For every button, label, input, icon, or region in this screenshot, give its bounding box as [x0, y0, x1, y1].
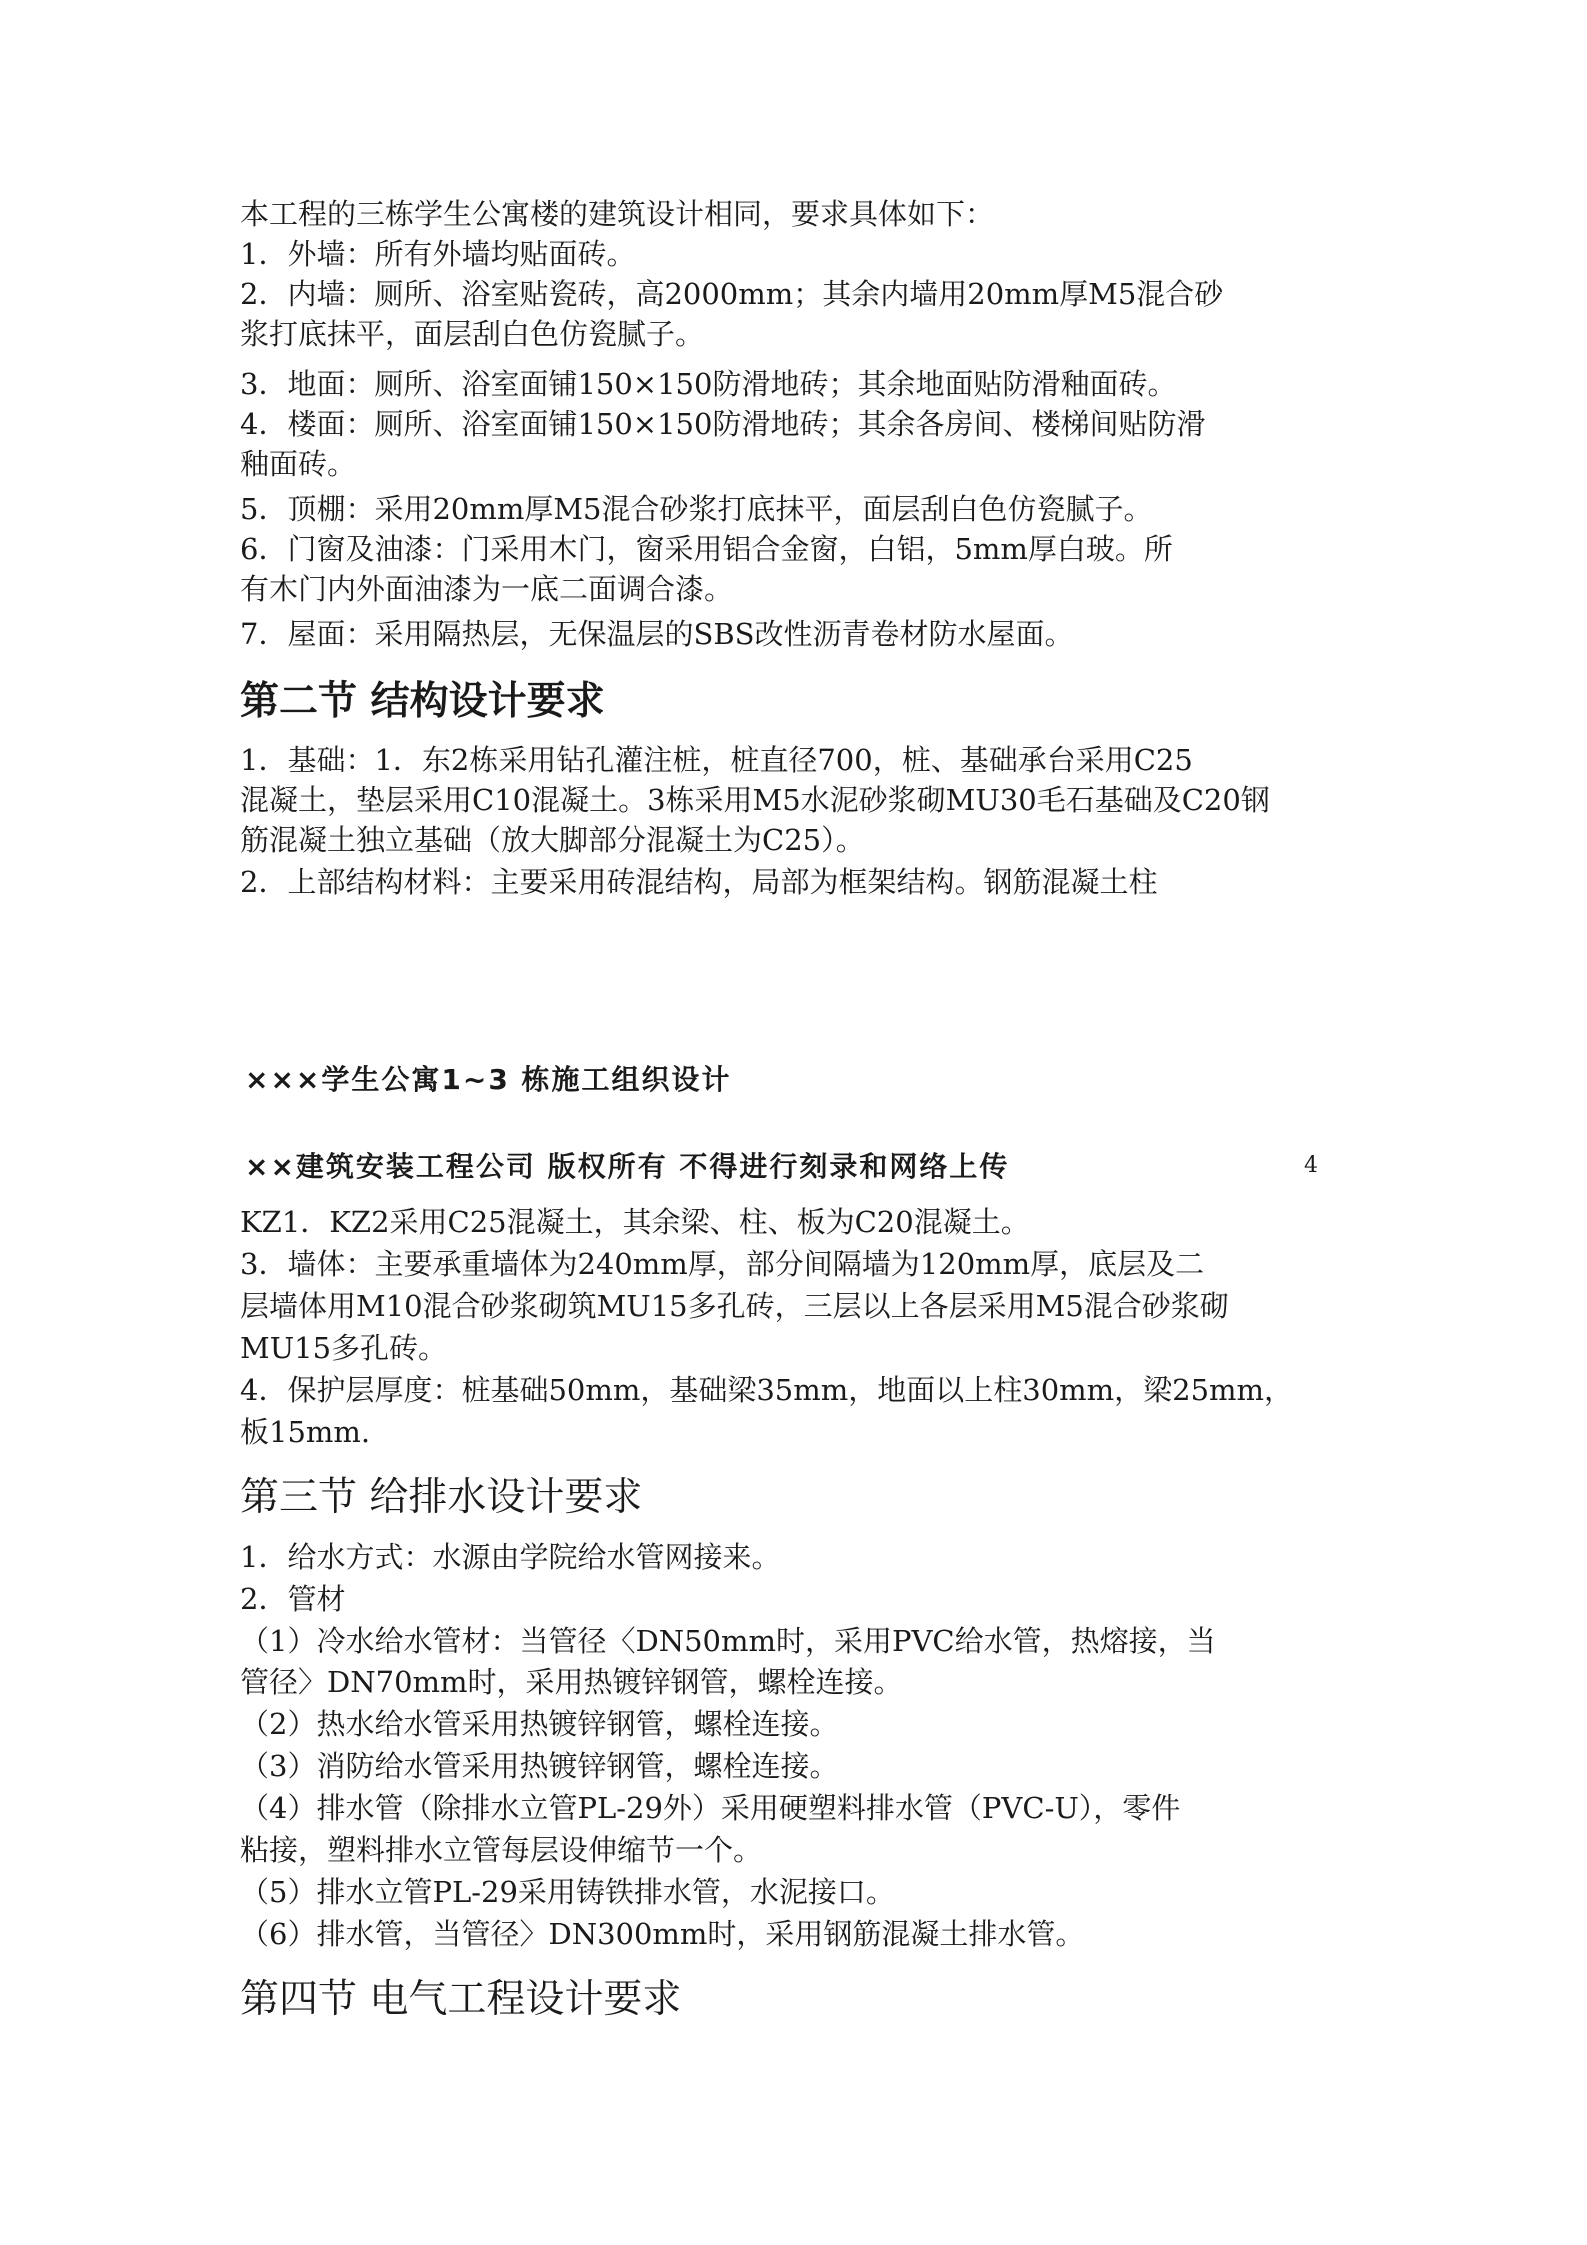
- copyright-notice: ××建筑安装工程公司 版权所有 不得进行刻录和网络上传: [245, 1150, 1010, 1183]
- arch-item-3: 3．地面：厕所、浴室面铺150×150防滑地砖；其余地面贴防滑釉面砖。: [240, 367, 1177, 401]
- plumb-item-2-3: （3）消防给水管采用热镀锌钢管，螺栓连接。: [240, 1749, 839, 1783]
- struct-item-3-cont-a: 层墙体用M10混合砂浆砌筑MU15多孔砖，三层以上各层采用M5混合砂浆砌: [240, 1289, 1229, 1323]
- struct-item-1-cont-b: 筋混凝土独立基础（放大脚部分混凝土为C25）。: [240, 823, 865, 857]
- struct-item-4-cont: 板15mm.: [240, 1415, 371, 1449]
- plumb-item-2-1-cont: 管径〉DN70mm时，采用热镀锌钢管，螺栓连接。: [240, 1665, 903, 1699]
- section2-title: 第二节 结构设计要求: [240, 679, 605, 724]
- arch-item-6-cont: 有木门内外面油漆为一底二面调合漆。: [240, 572, 734, 606]
- arch-item-2-cont: 浆打底抹平，面层刮白色仿瓷腻子。: [240, 317, 705, 351]
- struct-item-3-cont-b: MU15多孔砖。: [240, 1331, 448, 1365]
- plumb-item-2-2: （2）热水给水管采用热镀锌钢管，螺栓连接。: [240, 1707, 839, 1741]
- section3-title: 第三节 给排水设计要求: [240, 1475, 643, 1520]
- plumb-item-2-6: （6）排水管，当管径〉DN300mm时，采用钢筋混凝土排水管。: [240, 1917, 1085, 1951]
- plumb-item-2-4: （4）排水管（除排水立管PL-29外）采用硬塑料排水管（PVC-U），零件: [240, 1791, 1181, 1825]
- intro-text: 本工程的三栋学生公寓楼的建筑设计相同，要求具体如下：: [240, 197, 995, 231]
- arch-item-7: 7．屋面：采用隔热层，无保温层的SBS改性沥青卷材防水屋面。: [240, 617, 1074, 651]
- plumb-item-2: 2．管材: [240, 1582, 346, 1616]
- page-number: 4: [1304, 1153, 1318, 1178]
- struct-item-1: 1．基础：1．东2栋采用钻孔灌注桩，桩直径700，桩、基础承台采用C25: [240, 743, 1193, 777]
- plumb-item-2-5: （5）排水立管PL-29采用铸铁排水管，水泥接口。: [240, 1875, 895, 1909]
- struct-item-1-cont-a: 混凝土，垫层采用C10混凝土。3栋采用M5水泥砂浆砌MU30毛石基础及C20钢: [240, 783, 1270, 817]
- document-title-footer: ×××学生公寓1~3 栋施工组织设计: [245, 1063, 732, 1096]
- struct-cont-1: KZ1．KZ2采用C25混凝土，其余梁、柱、板为C20混凝土。: [240, 1205, 1030, 1239]
- arch-item-5: 5．顶棚：采用20mm厚M5混合砂浆打底抹平，面层刮白色仿瓷腻子。: [240, 492, 1153, 526]
- section4-title: 第四节 电气工程设计要求: [240, 1977, 682, 2022]
- arch-item-6: 6．门窗及油漆：门采用木门，窗采用铝合金窗，白铝，5mm厚白玻。所: [240, 532, 1173, 566]
- plumb-item-2-4-cont: 粘接，塑料排水立管每层设伸缩节一个。: [240, 1833, 763, 1867]
- plumb-item-2-1: （1）冷水给水管材：当管径〈DN50mm时，采用PVC给水管，热熔接，当: [240, 1624, 1216, 1658]
- struct-item-3: 3．墙体：主要承重墙体为240mm厚，部分间隔墙为120mm厚，底层及二: [240, 1247, 1205, 1281]
- struct-item-2: 2．上部结构材料：主要采用砖混结构，局部为框架结构。钢筋混凝土柱: [240, 865, 1158, 899]
- arch-item-1: 1．外墙：所有外墙均贴面砖。: [240, 237, 636, 271]
- arch-item-4: 4．楼面：厕所、浴室面铺150×150防滑地砖；其余各房间、楼梯间贴防滑: [240, 407, 1206, 441]
- arch-item-2: 2．内墙：厕所、浴室贴瓷砖，高2000mm；其余内墙用20mm厚M5混合砂: [240, 277, 1224, 311]
- arch-item-4-cont: 釉面砖。: [240, 447, 357, 481]
- struct-item-4: 4．保护层厚度：桩基础50mm，基础梁35mm，地面以上柱30mm，梁25mm，: [240, 1373, 1294, 1407]
- plumb-item-1: 1．给水方式：水源由学院给水管网接来。: [240, 1540, 781, 1574]
